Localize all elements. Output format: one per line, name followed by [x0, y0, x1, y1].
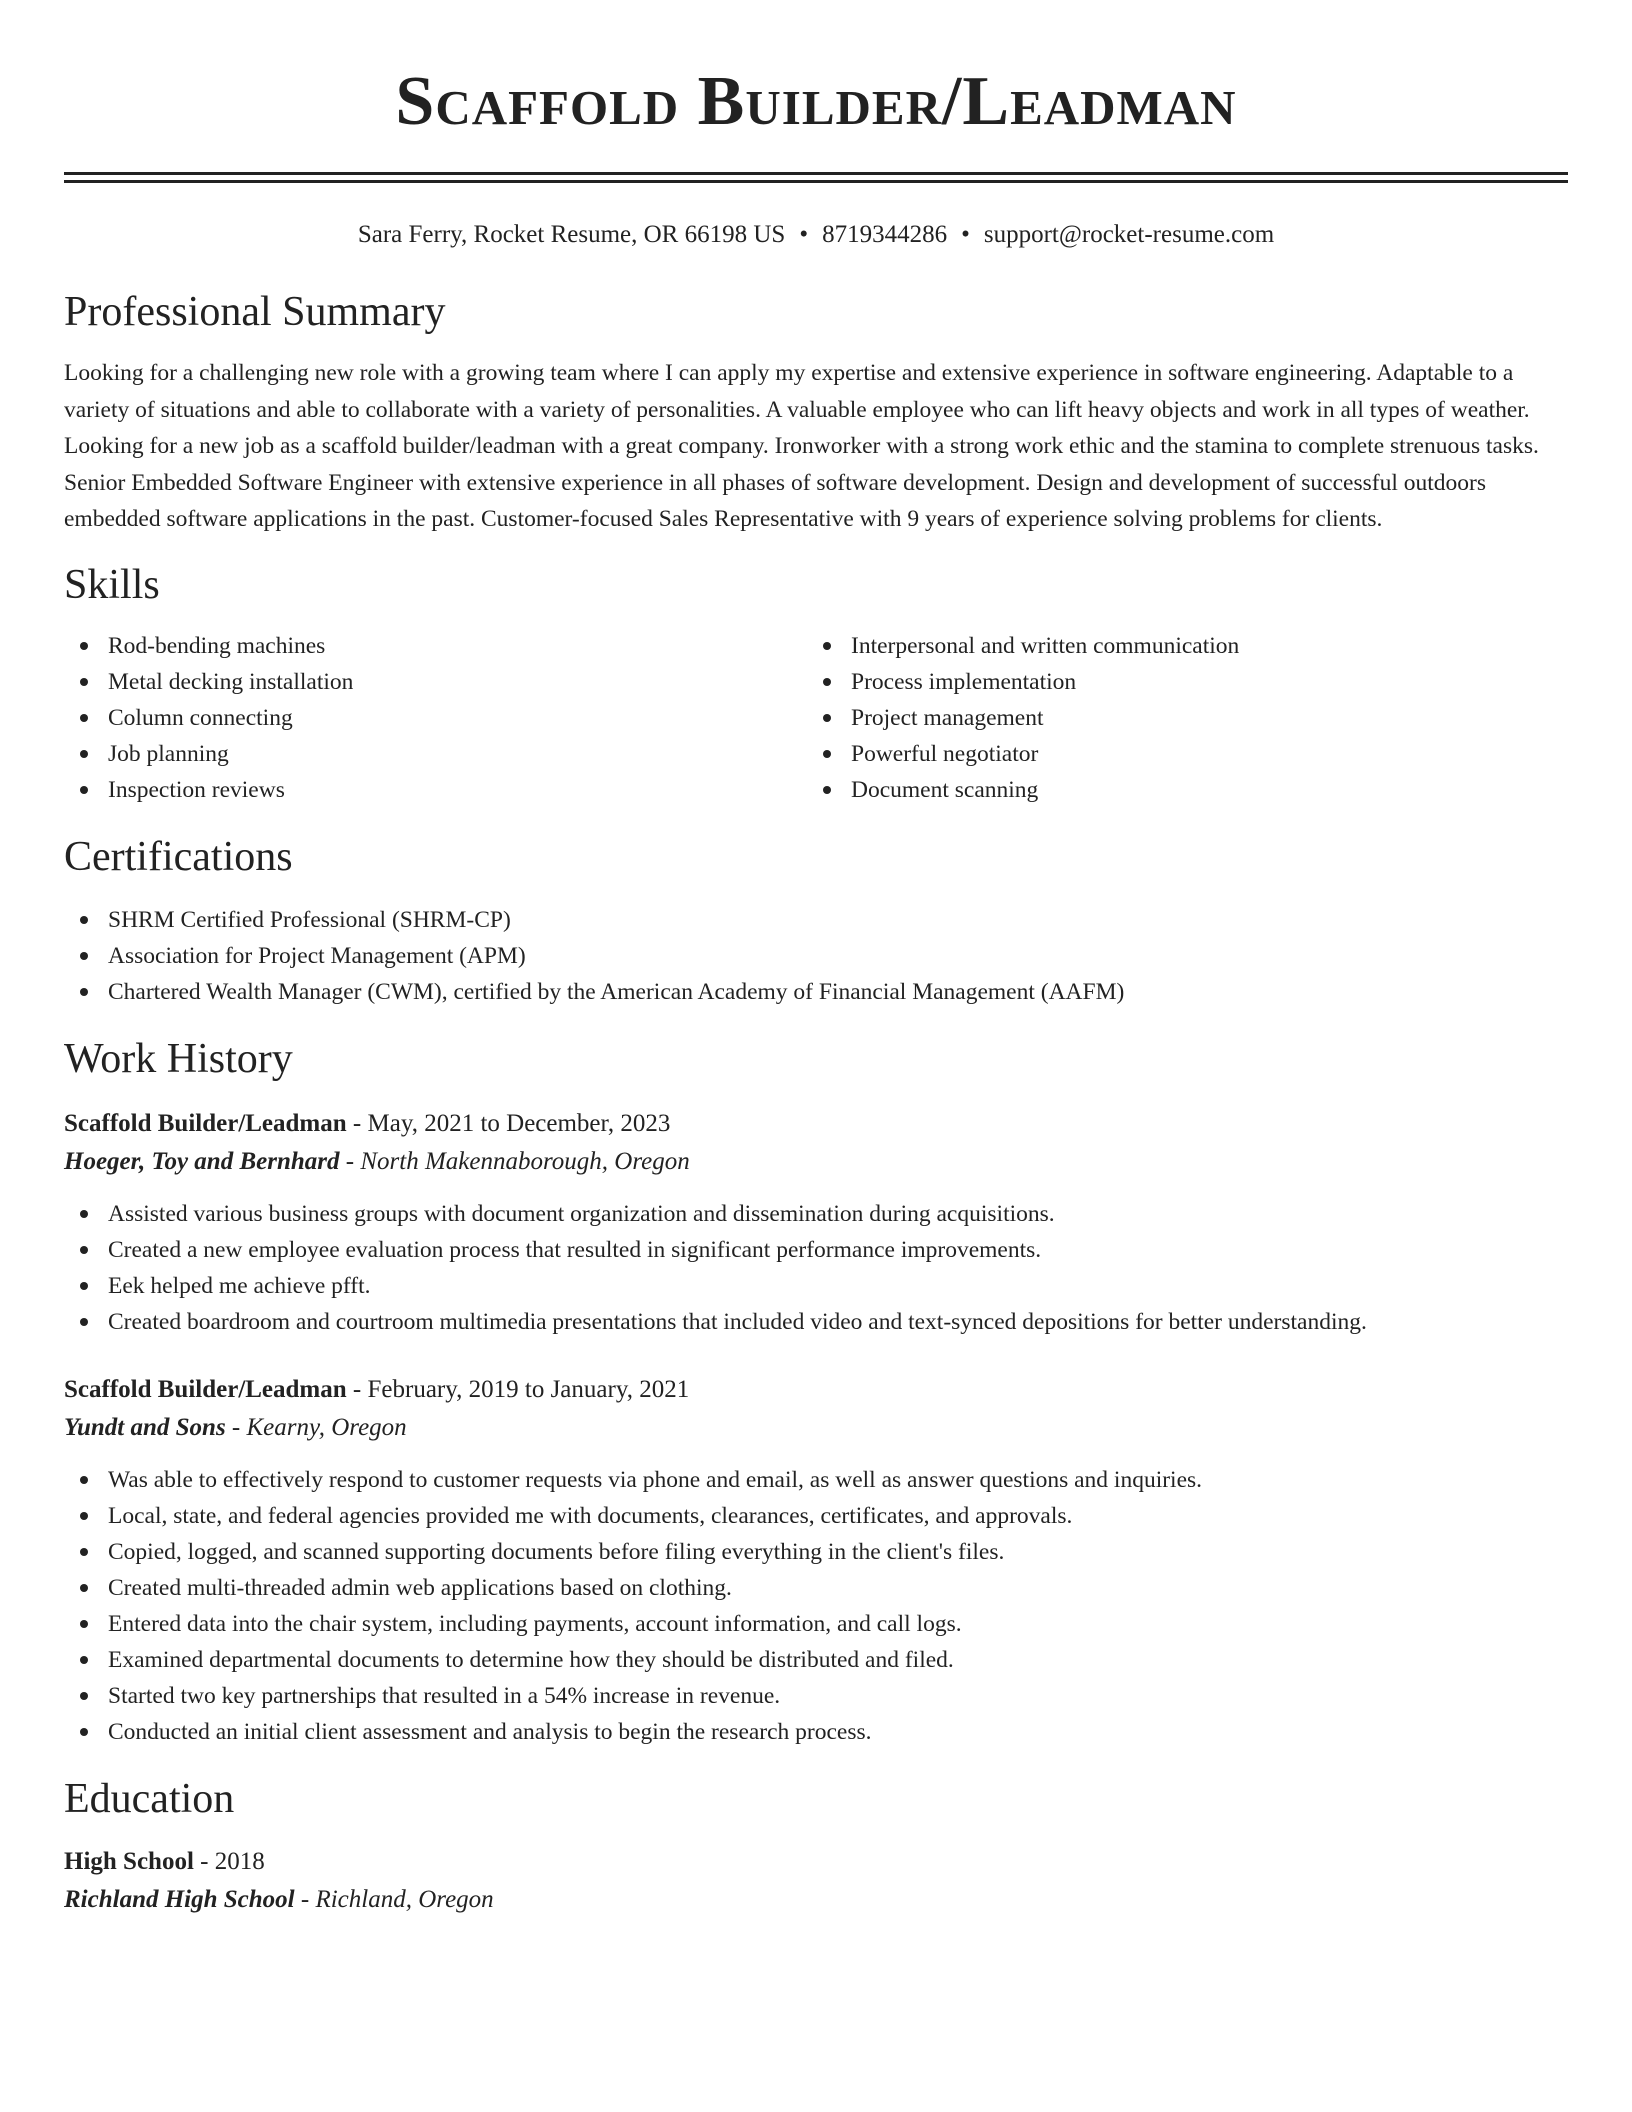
skills-grid [64, 628, 1568, 808]
bullet-icon [80, 1210, 88, 1218]
skill-label: Column connecting [108, 704, 293, 731]
title-divider [64, 172, 1568, 183]
job-responsibility-item [64, 1304, 1568, 1340]
bullet-icon [80, 786, 88, 794]
education-degree-line [64, 1844, 1568, 1880]
bullet-icon [80, 1246, 88, 1254]
contact-phone: 8719344286 [822, 221, 948, 248]
job-responsibility-text: Conducted an initial client assessment and analysis to begin the research process. [108, 1718, 872, 1745]
bullet-icon [80, 1318, 88, 1326]
certifications-section [64, 832, 1568, 1010]
work-history-section [64, 1034, 1568, 1750]
bullet-icon [80, 1728, 88, 1736]
job-responsibility-text: Created a new employee evaluation process that resulted in significant performance improvements. [108, 1236, 1042, 1263]
skill-item [807, 736, 1550, 772]
skill-label: Inspection reviews [108, 776, 285, 803]
job-responsibility-item [64, 1534, 1568, 1570]
contact-separator: • [961, 221, 970, 248]
bullet-icon [80, 1656, 88, 1664]
bullet-icon [823, 786, 831, 794]
skill-label: Project management [851, 704, 1044, 731]
skills-section [64, 560, 1568, 808]
bullet-icon [823, 750, 831, 758]
bullet-icon [80, 1584, 88, 1592]
bullet-icon [80, 1620, 88, 1628]
job-responsibility-item [64, 1642, 1568, 1678]
job-responsibility-text: Examined departmental documents to determine how they should be distributed and filed. [108, 1646, 954, 1673]
section-heading-skills: Skills [64, 561, 160, 608]
professional-summary-section [64, 287, 1568, 538]
job-title: Scaffold Builder/Leadman [64, 1109, 347, 1137]
job-responsibility-item [64, 1232, 1568, 1268]
job-responsibility-item [64, 1268, 1568, 1304]
certification-item [64, 902, 1568, 938]
job-location: - Kearny, Oregon [225, 1413, 407, 1441]
education-location: - Richland, Oregon [294, 1885, 494, 1913]
skill-item [64, 700, 807, 736]
bullet-icon [80, 642, 88, 650]
section-heading-summary: Professional Summary [64, 289, 446, 335]
skill-label: Job planning [108, 740, 229, 767]
certification-label: Chartered Wealth Manager (CWM), certified by the American Academy of Financial Management (AAFM) [108, 978, 1125, 1005]
bullet-icon [823, 714, 831, 722]
education-section [64, 1774, 1568, 1920]
job-company: Hoeger, Toy and Bernhard [64, 1147, 340, 1175]
job-responsibility-text: Started two key partnerships that resulted in a 54% increase in revenue. [108, 1682, 781, 1709]
job-responsibility-text: Eek helped me achieve pfft. [108, 1272, 371, 1299]
skill-item [807, 772, 1550, 808]
skill-item [64, 736, 807, 772]
job-responsibility-item [64, 1714, 1568, 1750]
bullet-icon [80, 916, 88, 924]
skill-label: Interpersonal and written communication [851, 632, 1240, 659]
certification-item [64, 938, 1568, 974]
job-dates: - May, 2021 to December, 2023 [346, 1109, 671, 1137]
job-company: Yundt and Sons [64, 1413, 226, 1441]
job-company-line [64, 1408, 1568, 1448]
job-location: - North Makennaborough, Oregon [339, 1147, 690, 1175]
job-responsibility-text: Was able to effectively respond to customer requests via phone and email, as well as answer questions and inquiries. [108, 1466, 1203, 1493]
bullet-icon [80, 678, 88, 686]
skill-item [807, 628, 1550, 664]
bullet-icon [823, 678, 831, 686]
education-degree: High School [64, 1847, 194, 1875]
resume-title: Scaffold Builder/Leadman [395, 63, 1237, 140]
bullet-icon [80, 952, 88, 960]
job-responsibility-item [64, 1678, 1568, 1714]
job-responsibilities-list [64, 1196, 1568, 1340]
job-title-line [64, 1106, 1568, 1142]
skill-item [807, 664, 1550, 700]
certification-label: SHRM Certified Professional (SHRM-CP) [108, 906, 511, 933]
skill-item [807, 700, 1550, 736]
job-dates: - February, 2019 to January, 2021 [346, 1375, 690, 1403]
certifications-list [64, 902, 1568, 1010]
job-responsibility-item [64, 1570, 1568, 1606]
skill-item [64, 664, 807, 700]
job-company-line [64, 1142, 1568, 1182]
skill-label: Process implementation [851, 668, 1077, 695]
job-entry [64, 1372, 1568, 1750]
skill-label: Powerful negotiator [851, 740, 1039, 767]
certification-item [64, 974, 1568, 1010]
job-responsibility-item [64, 1462, 1568, 1498]
bullet-icon [80, 750, 88, 758]
education-year: - 2018 [193, 1847, 265, 1875]
contact-separator: • [799, 221, 809, 248]
job-responsibility-text: Copied, logged, and scanned supporting documents before filing everything in the client's files. [108, 1538, 1005, 1565]
job-title: Scaffold Builder/Leadman [64, 1375, 347, 1403]
education-entry [64, 1844, 1568, 1920]
skills-list-right [807, 628, 1550, 808]
education-school-line [64, 1880, 1568, 1920]
skill-label: Document scanning [851, 776, 1039, 803]
job-responsibility-text: Local, state, and federal agencies provided me with documents, clearances, certificates, and approvals. [108, 1502, 1073, 1529]
skill-item [64, 772, 807, 808]
job-responsibility-text: Created boardroom and courtroom multimedia presentations that included video and text-synced depositions for better understanding. [108, 1308, 1367, 1335]
job-entry [64, 1106, 1568, 1340]
skill-label: Metal decking installation [108, 668, 354, 695]
certification-label: Association for Project Management (APM) [108, 942, 526, 969]
bullet-icon [80, 1476, 88, 1484]
bullet-icon [80, 988, 88, 996]
job-responsibility-item [64, 1498, 1568, 1534]
skill-item [64, 628, 807, 664]
bullet-icon [80, 1282, 88, 1290]
job-title-line [64, 1372, 1568, 1408]
skills-list-left [64, 628, 807, 808]
job-responsibility-text: Created multi-threaded admin web applications based on clothing. [108, 1574, 732, 1601]
bullet-icon [80, 1692, 88, 1700]
skills-column-right [807, 628, 1550, 808]
bullet-icon [80, 714, 88, 722]
bullet-icon [80, 1512, 88, 1520]
job-responsibility-text: Entered data into the chair system, including payments, account information, and call logs. [108, 1610, 962, 1637]
education-school: Richland High School [64, 1885, 295, 1913]
contact-line [64, 219, 1568, 251]
section-heading-work-history: Work History [64, 1035, 293, 1082]
job-responsibility-item [64, 1196, 1568, 1232]
contact-email: support@rocket-resume.com [983, 221, 1275, 248]
summary-text: Looking for a challenging new role with a growing team where I can apply my expertise and extensive experience in software engineering. Adaptable to a variety of situations and able to collaborate with a variety of personalities. A valuable employee who can lift heavy objects and work in all types of weather. Looking for a new job as a scaffold builder/leadman with a great company. Ironworker with a strong work ethic and the stamina to complete strenuous tasks. Senior Embedded Software Engineer with extensive experience in all phases of software development. Design and development of successful outdoors embedded software applications in the past. Customer-focused Sales Representative with 9 years of experience solving problems for clients. [64, 360, 1539, 532]
skill-label: Rod-bending machines [108, 632, 326, 659]
job-responsibilities-list [64, 1462, 1568, 1750]
section-heading-certifications: Certifications [64, 833, 293, 880]
skills-column-left [64, 628, 807, 808]
bullet-icon [823, 642, 831, 650]
job-responsibility-item [64, 1606, 1568, 1642]
bullet-icon [80, 1548, 88, 1556]
contact-address: Sara Ferry, Rocket Resume, OR 66198 US [357, 221, 786, 248]
job-responsibility-text: Assisted various business groups with document organization and dissemination during acquisitions. [108, 1200, 1055, 1227]
section-heading-education: Education [64, 1775, 235, 1822]
